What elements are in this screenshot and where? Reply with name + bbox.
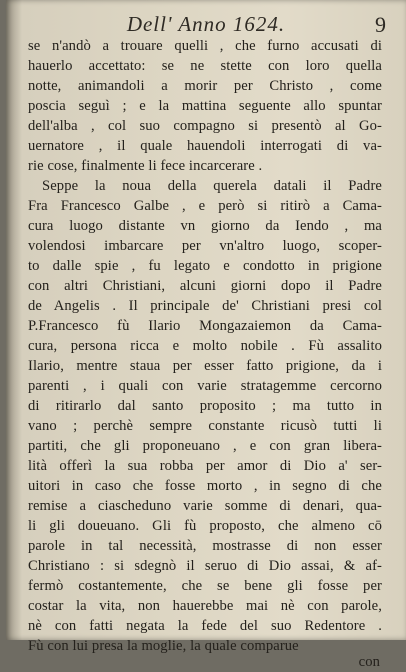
text-line: vano ; perchè sempre constante ricusò tutti li xyxy=(28,418,382,434)
text-line: Christiano : si sdegnò il seruo di Dio assai, & af- xyxy=(28,558,382,574)
text-line: de Angelis . Il principale de' Christiani presi col xyxy=(28,298,382,314)
text-line: uernatore , il quale hauendoli interrogati di va- xyxy=(28,138,382,154)
text-line: cura, persona ricca e molto nobile . Fù assalito xyxy=(28,338,382,354)
text-line: lità offerì la sua robba per amor di Dio a' ser- xyxy=(28,458,382,474)
text-line: parenti , i quali con varie stratagemme cercorno xyxy=(28,378,382,394)
text-line: partiti, che gli proponeuano , e con gran libera- xyxy=(28,438,382,454)
text-line: P.Francesco fù Ilario Mongazaiemon da Cama- xyxy=(28,318,382,334)
text-line: Fù con lui presa la moglie, la quale comparue xyxy=(28,638,299,654)
text-line: parole in tal necessità, mostrasse di non esser xyxy=(28,538,382,554)
text-line: uitori in caso che fosse morto , in segno di che xyxy=(28,478,382,494)
text-line: volendosi imbarcare per vn'altro luogo, scoper- xyxy=(28,238,382,254)
page-number: 9 xyxy=(375,12,386,37)
text-line: to dalle spie , fu legato e condotto in prigione xyxy=(28,258,382,274)
text-line: cura luogo distante vn giorno da Iendo , ma xyxy=(28,218,382,234)
text-line: poscia seguì ; e la mattina seguente allo spuntar xyxy=(28,98,382,114)
text-line: notte, animandoli a morir per Christo , come xyxy=(28,78,382,94)
text-line: hauerlo accettato: se ne stette con loro quella xyxy=(28,58,382,74)
text-line: rie cose, finalmente li fece incarcerare . xyxy=(28,158,263,174)
text-line: se n'andò a trouare quelli , che furno accusati di xyxy=(28,38,382,54)
text-line: dell'alba , col suo compagno si presentò al Go- xyxy=(28,118,382,134)
text-line: fermò costantemente, che se bene gli fosse per xyxy=(28,578,382,594)
text-line: costar la vita, non hauerebbe mai nè con parole, xyxy=(28,598,382,614)
paragraph-start-line: Seppe la noua della querela datali il Padre xyxy=(42,178,382,194)
text-line: nè con fatti negata la fede del suo Redentore . xyxy=(28,618,382,634)
text-line: Fra Francesco Galbe , e però si ritirò a Cama- xyxy=(28,198,382,214)
page-header xyxy=(6,6,406,37)
text-line: di ritirarlo dal santo proposito ; ma tutto in xyxy=(28,398,382,414)
catchword: con xyxy=(358,654,380,670)
text-line: con altri Christiani, alcuni giorni dopo il Padre xyxy=(28,278,382,294)
book-page xyxy=(6,0,406,670)
text-line: remise a ciascheduno varie somme di denari, qua- xyxy=(28,498,382,514)
text-line: li gli doueuano. Gli fù proposto, che almeno cō xyxy=(28,518,382,534)
text-line: Ilario, mentre staua per esser fatto prigione, da i xyxy=(28,358,382,374)
running-head: Dell' Anno 1624. xyxy=(126,12,286,36)
